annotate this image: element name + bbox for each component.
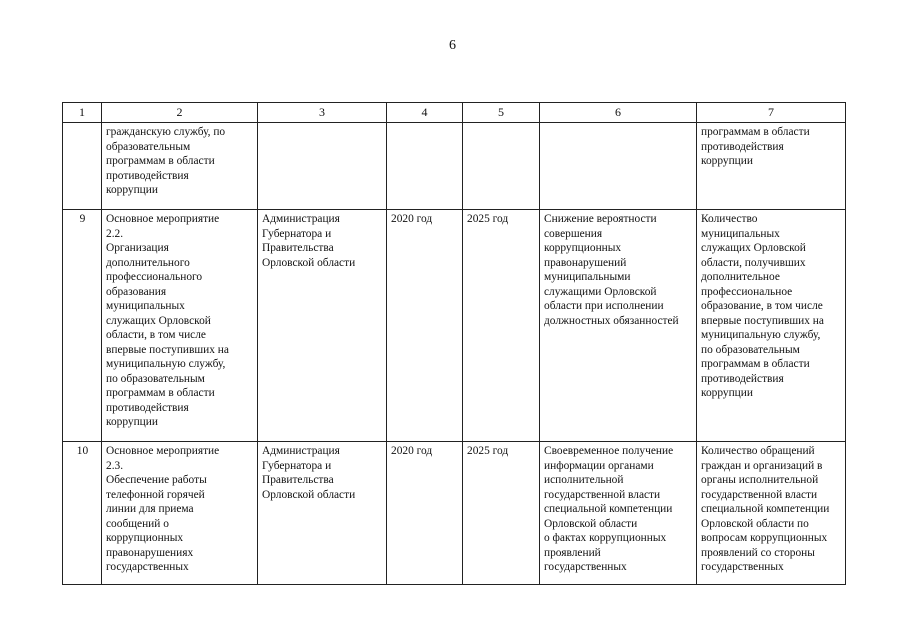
column-header-5: 5 bbox=[463, 103, 540, 123]
indicator: Количество муниципальных служащих Орловской области, получивших дополнительное профессиональное образование, в том числе впервые поступивших на муниципальную службу, по образовательным программам в области противодействия коррупции bbox=[701, 213, 824, 399]
column-header-4: 4 bbox=[387, 103, 463, 123]
column-header-1: 1 bbox=[63, 103, 102, 123]
executor-cell bbox=[258, 210, 387, 442]
measure-name-cell bbox=[102, 123, 258, 210]
end-year: 2025 год bbox=[467, 445, 509, 457]
end-cell bbox=[463, 442, 540, 585]
executor: Администрация Губернатора и Правительства Орловской области bbox=[262, 445, 356, 501]
executor-cell bbox=[258, 442, 387, 585]
start-cell bbox=[387, 123, 463, 210]
indicator: Количество обращений граждан и организаций в органы исполнительной государственной власти специальной компетенции Орловской области по вопросам коррупционных проявлений со стороны государственных bbox=[701, 445, 830, 573]
expected-result: Своевременное получение информации органами исполнительной государственной власти специальной компетенции Орловской области о фактах коррупционных проявлений государственных bbox=[544, 445, 674, 573]
indicator-cell bbox=[697, 123, 846, 210]
row-number bbox=[63, 442, 102, 585]
expected-result: Снижение вероятности совершения коррупционных правонарушений муниципальными служащими Орловской области при исполнении должностных обязанностей bbox=[544, 213, 679, 327]
executor: Администрация Губернатора и Правительства Орловской области bbox=[262, 213, 356, 269]
measures-table bbox=[62, 102, 846, 585]
table-row bbox=[63, 210, 846, 442]
start-cell bbox=[387, 210, 463, 442]
table-row bbox=[63, 442, 846, 585]
table-row bbox=[63, 123, 846, 210]
measure-name: гражданскую службу, по образовательным программам в области противодействия коррупции bbox=[106, 126, 226, 196]
measure-name: Основное мероприятие 2.2. Организация дополнительного профессионального образования муниципальных служащих Орловской области, в том числе впервые поступивших на муниципальную службу, по образовательным программам в области противодействия коррупции bbox=[106, 213, 229, 428]
table-header-row bbox=[63, 103, 846, 123]
column-header-3: 3 bbox=[258, 103, 387, 123]
row-number bbox=[63, 123, 102, 210]
start-cell bbox=[387, 442, 463, 585]
measure-name-cell bbox=[102, 442, 258, 585]
indicator-cell bbox=[697, 210, 846, 442]
result-cell bbox=[540, 442, 697, 585]
column-header-7: 7 bbox=[697, 103, 846, 123]
result-cell bbox=[540, 123, 697, 210]
result-cell bbox=[540, 210, 697, 442]
row-number-text: 10 bbox=[76, 445, 89, 457]
executor-cell bbox=[258, 123, 387, 210]
column-header-6: 6 bbox=[540, 103, 697, 123]
end-cell bbox=[463, 123, 540, 210]
start-year: 2020 год bbox=[391, 445, 433, 457]
measure-name: Основное мероприятие 2.3. Обеспечение работы телефонной горячей линии для приема сообщений о коррупционных правонарушениях государственных bbox=[106, 445, 220, 573]
start-year: 2020 год bbox=[391, 213, 433, 225]
row-number bbox=[63, 210, 102, 442]
column-header-2: 2 bbox=[102, 103, 258, 123]
page-number: 6 bbox=[449, 38, 456, 53]
end-cell bbox=[463, 210, 540, 442]
indicator-cell bbox=[697, 442, 846, 585]
row-number-text: 9 bbox=[79, 213, 86, 225]
end-year: 2025 год bbox=[467, 213, 509, 225]
indicator: программам в области противодействия коррупции bbox=[701, 126, 810, 167]
measure-name-cell bbox=[102, 210, 258, 442]
